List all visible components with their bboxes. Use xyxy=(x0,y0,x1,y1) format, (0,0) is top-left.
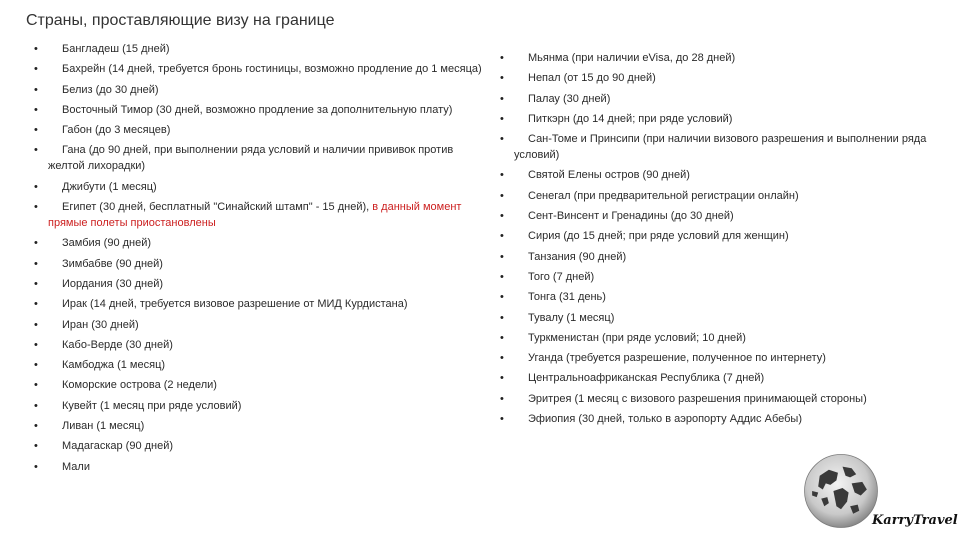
list-item xyxy=(500,167,950,183)
list-item-text: Иран (30 дней) xyxy=(62,318,139,331)
list-item-text: Питкэрн (до 14 дней; при ряде условий) xyxy=(528,112,733,125)
list-item xyxy=(500,289,950,305)
list-item xyxy=(500,208,950,224)
list-item-text: Джибути (1 месяц) xyxy=(62,180,157,193)
list-item-text: Мьянма (при наличии eVisa, до 28 дней) xyxy=(528,52,736,64)
list-item xyxy=(500,228,950,244)
list-item xyxy=(34,61,484,77)
list-item xyxy=(34,102,484,118)
list-item-text: Центральноафриканская Республика (7 дней) xyxy=(528,372,765,385)
list-item xyxy=(500,330,950,346)
list-item-text: Мали xyxy=(62,460,90,473)
list-item xyxy=(34,438,484,454)
list-item xyxy=(34,235,484,251)
list-item-text: Гана (до 90 дней, при выполнении ряда условий и наличии прививок против желтой лихорадки) xyxy=(48,144,454,173)
list-item xyxy=(500,188,950,204)
list-item-text: Эфиопия (30 дней, только в аэропорту Аддис Абебы) xyxy=(528,413,802,426)
list-item xyxy=(34,41,484,57)
list-item xyxy=(34,82,484,98)
list-item xyxy=(34,337,484,353)
list-item xyxy=(500,310,950,326)
list-item-text: Габон (до 3 месяцев) xyxy=(62,124,171,137)
list-item xyxy=(500,131,950,163)
list-item-text: Эритрея (1 месяц с визового разрешения принимающей стороны) xyxy=(528,392,867,405)
list-item-text: Сент-Винсент и Гренадины (до 30 дней) xyxy=(528,210,734,223)
list-item xyxy=(34,199,484,231)
list-item-text: Сирия (до 15 дней; при ряде условий для женщин) xyxy=(528,230,789,243)
right-country-list xyxy=(500,50,950,431)
list-item xyxy=(34,317,484,333)
list-item xyxy=(34,296,484,312)
list-item-text: Тонга (31 день) xyxy=(528,291,606,304)
list-item xyxy=(500,249,950,265)
list-item xyxy=(34,276,484,292)
list-item xyxy=(500,50,950,66)
list-item-text: Зимбабве (90 дней) xyxy=(62,257,163,270)
list-item xyxy=(500,350,950,366)
list-item-text: Египет (30 дней, бесплатный "Синайский штамп" - 15 дней), xyxy=(62,201,373,214)
logo-text: KarryTravel xyxy=(872,513,958,528)
list-item-text: Уганда (требуется разрешение, полученное по интернету) xyxy=(528,352,826,365)
list-item xyxy=(500,269,950,285)
list-item xyxy=(500,91,950,107)
list-item-text: Ирак (14 дней, требуется визовое разрешение от МИД Курдистана) xyxy=(62,298,408,311)
list-item xyxy=(34,398,484,414)
list-item xyxy=(500,411,950,427)
list-item xyxy=(500,391,950,407)
list-item xyxy=(34,179,484,195)
list-item-text: Кабо-Верде (30 дней) xyxy=(62,338,173,351)
list-item-text: Того (7 дней) xyxy=(528,270,595,283)
list-item-text: Палау (30 дней) xyxy=(528,92,611,105)
list-item xyxy=(34,122,484,138)
list-item-text: Сенегал (при предварительной регистрации онлайн) xyxy=(528,189,799,202)
list-item xyxy=(500,70,950,86)
list-item-text: Бангладеш (15 дней) xyxy=(62,43,170,55)
list-item-note: в данный момент прямые полеты приостановлены xyxy=(48,201,462,230)
list-item xyxy=(34,418,484,434)
globe-icon xyxy=(803,453,879,529)
list-item xyxy=(34,357,484,373)
list-item-text: Святой Елены остров (90 дней) xyxy=(528,169,690,182)
list-item-text: Камбоджа (1 месяц) xyxy=(62,359,166,372)
list-item-text: Белиз (до 30 дней) xyxy=(62,83,159,96)
list-item xyxy=(500,370,950,386)
list-item-text: Танзания (90 дней) xyxy=(528,250,627,263)
list-item xyxy=(34,256,484,272)
list-item-text: Тувалу (1 месяц) xyxy=(528,311,615,324)
list-item xyxy=(34,377,484,393)
list-item-text: Иордания (30 дней) xyxy=(62,277,164,290)
list-item-text: Замбия (90 дней) xyxy=(62,237,152,250)
list-item xyxy=(34,459,484,475)
list-item-text: Бахрейн (14 дней, требуется бронь гостиницы, возможно продление до 1 месяца) xyxy=(62,63,482,76)
list-item-text: Мадагаскар (90 дней) xyxy=(62,440,174,453)
list-item xyxy=(34,142,484,174)
page-title: Страны, проставляющие визу на границе xyxy=(26,12,335,29)
list-item xyxy=(500,111,950,127)
list-item-text: Туркменистан (при ряде условий; 10 дней) xyxy=(528,331,746,344)
list-item-text: Коморские острова (2 недели) xyxy=(62,379,217,392)
list-item-text: Кувейт (1 месяц при ряде условий) xyxy=(62,399,242,412)
list-item-text: Сан-Томе и Принсипи (при наличии визового разрешения и выполнении ряда условий) xyxy=(514,133,927,162)
list-item-text: Восточный Тимор (30 дней, возможно продление за дополнительную плату) xyxy=(62,103,453,116)
left-country-list xyxy=(34,41,484,479)
list-item-text: Ливан (1 месяц) xyxy=(62,420,145,433)
list-item-text: Непал (от 15 до 90 дней) xyxy=(528,72,656,85)
